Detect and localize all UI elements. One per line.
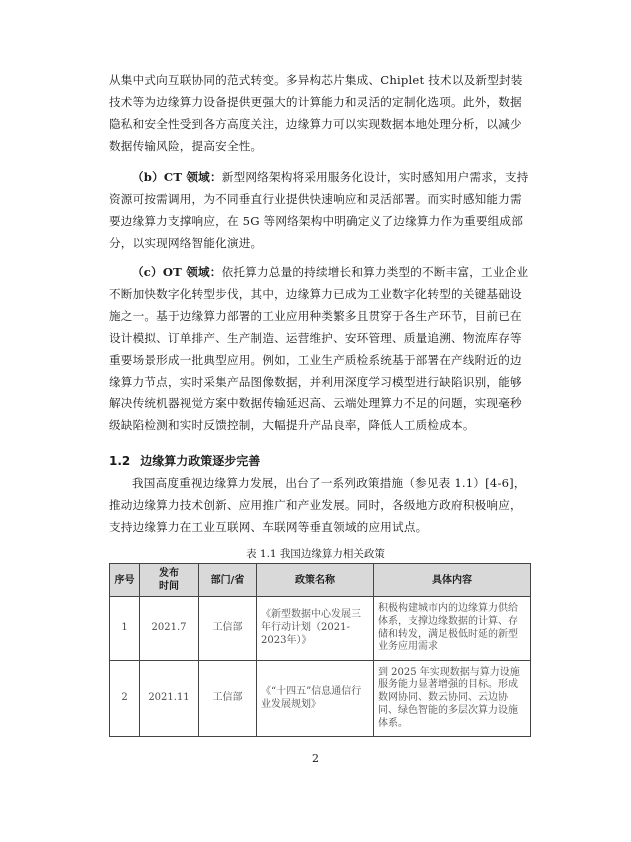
text-line: 不断加快数字化转型步伐，其中，边缘算力已成为工业数字化转型的关键基础设 — [109, 286, 522, 301]
text-line: 我国高度重视边缘算力发展，出台了一系列政策措施（参见表 1.1）[4-6]， — [132, 476, 526, 490]
cell-seq: 1 — [110, 597, 140, 661]
text-line: 从集中式向互联协同的范式转变。多异构芯片集成、Chiplet 技术以及新型封装 — [109, 73, 523, 87]
cell-seq: 2 — [110, 661, 140, 737]
header-cell: 部门/省 — [199, 564, 257, 597]
page-number: 2 — [312, 752, 319, 765]
table-header-row — [110, 564, 531, 597]
table-row — [110, 661, 531, 737]
paragraph-ct — [109, 167, 529, 255]
text-line: 资源可按需调用，为不同垂直行业提供快速响应和灵活部署。而实时感知能力需 — [109, 191, 522, 206]
text-line: 缘算力节点，实时采集产品图像数据，并利用深度学习模型进行缺陷识别，能够 — [109, 374, 522, 389]
text-line: 施之一。基于边缘算力部署的工业应用种类繁多且贯穿于各生产环节，目前已在 — [109, 308, 522, 323]
cell-policy-name: 《新型数据中心发展三年行动计划（2021-2023年）》 — [257, 597, 374, 661]
cell-policy-name: 《“十四五”信息通信行业发展规划》 — [257, 661, 374, 737]
section-title: 边缘算力政策逐步完善 — [140, 454, 261, 468]
table-caption: 表 1.1 我国边缘算力相关政策 — [246, 548, 385, 560]
text-line: 隐私和安全性受到各方高度关注，边缘算力可以实现数据本地处理分析，以减少 — [109, 116, 522, 131]
paragraph-policy — [109, 473, 529, 539]
cell-content: 积极构建城市内的边缘算力供给体系，支撑边缘数据的计算、存储和转发，满足极低时延的新型业务应用需求 — [374, 597, 531, 661]
text-line: 推动边缘算力技术创新、应用推广和产业发展。同时，各级地方政府积极响应， — [109, 497, 522, 512]
header-cell: 发布 时间 — [140, 564, 199, 597]
text-line: 解决传统机器视觉方案中数据传输延迟高、云端处理算力不足的问题，实现毫秒 — [109, 396, 522, 411]
header-cell: 具体内容 — [374, 564, 531, 597]
section-lead-ct: （b）CT 领域： — [132, 170, 222, 184]
cell-dept: 工信部 — [199, 597, 257, 661]
cell-dept: 工信部 — [199, 661, 257, 737]
section-lead-ot: （c）OT 领域： — [132, 265, 222, 279]
text-line: 技术等为边缘算力设备提供更强大的计算能力和灵活的定制化选项。此外，数据 — [109, 94, 522, 109]
paragraph-intro — [109, 70, 529, 158]
header-cell: 序号 — [110, 564, 140, 597]
text-line: 重要场景形成一批典型应用。例如，工业生产质检系统基于部署在产线附近的边 — [109, 352, 522, 367]
cell-date: 2021.7 — [140, 597, 199, 661]
text-line: 支持边缘算力在工业互联网、车联网等垂直领域的应用试点。 — [109, 519, 428, 534]
text-line: 级缺陷检测和实时反馈控制，大幅提升产品良率，降低人工质检成本。 — [109, 418, 475, 433]
cell-date: 2021.11 — [140, 661, 199, 737]
section-heading — [109, 452, 260, 469]
paragraph-ot — [109, 262, 529, 437]
table-row — [110, 597, 531, 661]
text-line: （b）CT 领域：新型网络架构将采用服务化设计，实时感知用户需求，支持 — [132, 170, 529, 184]
policy-table — [109, 563, 531, 737]
text-line: （c）OT 领域：依托算力总量的持续增长和算力类型的不断丰富，工业企业 — [132, 265, 529, 279]
header-cell: 政策名称 — [257, 564, 374, 597]
text-line: 数据传输风险，提高安全性。 — [109, 138, 263, 153]
text-line: 要边缘算力支撑响应，在 5G 等网络架构中明确定义了边缘算力作为重要组成部 — [109, 213, 524, 228]
cell-content: 到 2025 年实现数据与算力设施服务能力显著增强的目标。形成数网协同、数云协同、云边协同、绿色智能的多层次算力设施体系。 — [374, 661, 531, 737]
text-line: 分，以实现网络智能化演进。 — [109, 235, 263, 250]
section-number: 1.2 — [109, 454, 131, 468]
text-line: 设计模拟、订单排产、生产制造、运营维护、安环管理、质量追溯、物流库存等 — [109, 330, 522, 345]
